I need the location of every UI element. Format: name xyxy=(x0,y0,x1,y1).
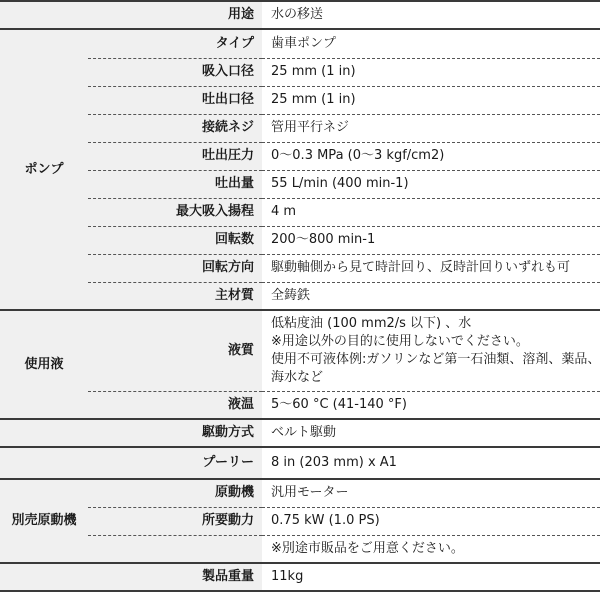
label-flow: 吐出量 xyxy=(88,170,262,198)
value-yoto: 水の移送 xyxy=(262,1,600,29)
row-pump-discharge xyxy=(0,86,600,114)
group-fluid: 使用液 xyxy=(0,310,88,419)
value-engine: 汎用モーター xyxy=(262,479,600,507)
label-drive: 駆動方式 xyxy=(0,419,262,447)
value-note: ※別途市販品をご用意ください。 xyxy=(262,535,600,563)
label-temp: 液温 xyxy=(88,391,262,419)
label-weight: 製品重量 xyxy=(0,563,262,591)
label-rpm: 回転数 xyxy=(88,226,262,254)
value-type: 歯車ポンプ xyxy=(262,29,600,58)
label-suction: 吸入口径 xyxy=(88,58,262,86)
label-liquid: 液質 xyxy=(88,310,262,391)
group-motor: 別売原動機 xyxy=(0,479,88,563)
value-pressure: 0～0.3 MPa (0～3 kgf/cm2) xyxy=(262,142,600,170)
group-pump: ポンプ xyxy=(0,29,88,310)
label-pulley: プーリー xyxy=(0,447,262,479)
row-pump-flow xyxy=(0,170,600,198)
row-pump-thread xyxy=(0,114,600,142)
value-discharge: 25 mm (1 in) xyxy=(262,86,600,114)
liquid-line-4: 海水など xyxy=(271,369,324,385)
row-motor-engine xyxy=(0,479,600,507)
value-flow: 55 L/min (400 min-1) xyxy=(262,170,600,198)
row-fluid-temp xyxy=(0,391,600,419)
row-drive xyxy=(0,419,600,447)
value-rpm: 200～800 min-1 xyxy=(262,226,600,254)
label-lift: 最大吸入揚程 xyxy=(88,198,262,226)
liquid-line-3: 使用不可液体例:ガソリンなど第一石油類、溶剤、薬品、 xyxy=(271,351,600,367)
value-lift: 4 m xyxy=(262,198,600,226)
label-direction: 回転方向 xyxy=(88,254,262,282)
label-discharge: 吐出口径 xyxy=(88,86,262,114)
row-pump-direction xyxy=(0,254,600,282)
row-motor-note xyxy=(0,535,600,563)
row-motor-power xyxy=(0,507,600,535)
value-weight: 11kg xyxy=(262,563,600,591)
liquid-line-1: 低粘度油 (100 mm2/s 以下) 、水 xyxy=(271,315,472,331)
label-material: 主材質 xyxy=(88,282,262,310)
value-pulley: 8 in (203 mm) x A1 xyxy=(262,447,600,479)
liquid-line-2: ※用途以外の目的に使用しないでください。 xyxy=(271,333,529,349)
row-pump-pressure xyxy=(0,142,600,170)
row-pump-type xyxy=(0,29,600,58)
label-thread: 接続ネジ xyxy=(88,114,262,142)
value-liquid xyxy=(262,310,600,391)
value-material: 全鋳鉄 xyxy=(262,282,600,310)
row-pump-suction xyxy=(0,58,600,86)
label-engine: 原動機 xyxy=(88,479,262,507)
label-pressure: 吐出圧力 xyxy=(88,142,262,170)
row-pump-rpm xyxy=(0,226,600,254)
row-yoto xyxy=(0,1,600,29)
label-type: タイプ xyxy=(88,29,262,58)
row-pump-material xyxy=(0,282,600,310)
label-note xyxy=(88,535,262,563)
label-yoto: 用途 xyxy=(0,1,262,29)
row-pulley xyxy=(0,447,600,479)
row-pump-lift xyxy=(0,198,600,226)
value-drive: ベルト駆動 xyxy=(262,419,600,447)
value-direction: 駆動軸側から見て時計回り、反時計回りいずれも可 xyxy=(262,254,600,282)
row-weight xyxy=(0,563,600,591)
value-temp: 5～60 °C (41-140 °F) xyxy=(262,391,600,419)
row-fluid-liquid xyxy=(0,310,600,391)
value-thread: 管用平行ネジ xyxy=(262,114,600,142)
label-power: 所要動力 xyxy=(88,507,262,535)
value-power: 0.75 kW (1.0 PS) xyxy=(262,507,600,535)
value-suction: 25 mm (1 in) xyxy=(262,58,600,86)
